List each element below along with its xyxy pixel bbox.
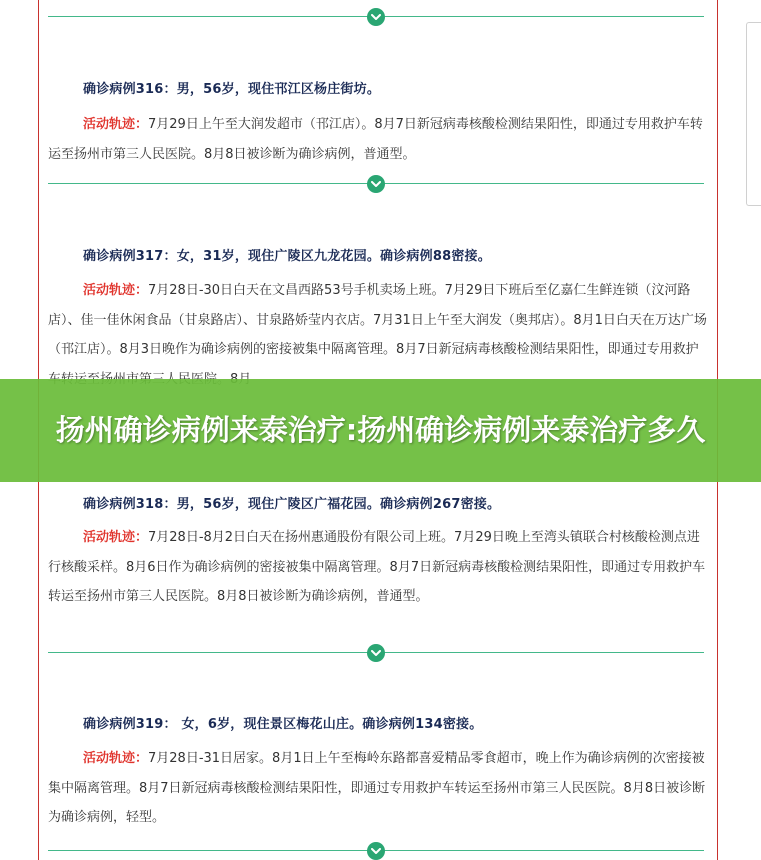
section-divider: [48, 842, 704, 860]
case-body: [48, 744, 708, 833]
case-body: [48, 110, 708, 169]
chevron-down-icon: [367, 175, 385, 193]
chevron-down-icon: [367, 8, 385, 26]
case-title: 确诊病例316：男，56岁，现住邗江区杨庄街坊。: [83, 82, 381, 97]
activity-text: 7月28日-8月2日白天在扬州惠通股份有限公司上班。7月29日晚上至湾头镇联合村核酸检测点进行核酸采样。8月6日作为确诊病例的密接被集中隔离管理。8月7日新冠病毒核酸检测结果阳性，即通过专用救护车转运至扬州市第三人民医院。8月8日被诊断为确诊病例，普通型。: [48, 530, 706, 604]
case-body: [48, 276, 708, 394]
chevron-down-icon: [367, 644, 385, 662]
headline-banner: [0, 379, 761, 482]
activity-label: 活动轨迹：: [83, 283, 149, 298]
activity-label: 活动轨迹：: [83, 117, 149, 132]
activity-text: 7月28日-30日白天在文昌西路53号手机卖场上班。7月29日下班后至亿嘉仁生鲜连锁（汶河路店）、佳一佳休闲食品（甘泉路店）、甘泉路娇莹内衣店。7月31日上午至大润发（奥邦店）。8月1日白天在万达广场（邗江店）。8月3日晚作为确诊病例的密接被集中隔离管理。8月7日新冠病毒核酸检测结果阳性，即通过专用救护: [48, 283, 707, 357]
side-scroll-panel[interactable]: [746, 22, 761, 206]
activity-label: 活动轨迹：: [83, 530, 149, 545]
headline-title: 扬州确诊病例来泰治疗:扬州确诊病例来泰治疗多久: [55, 413, 706, 447]
activity-text: 7月28日-31日居家。8月1日上午至梅岭东路都喜爱精品零食超市，晚上作为确诊病例的次密接被集中隔离管理。8月7日新冠病毒核酸检测结果阳性，即通过专用救护车转运至扬州市第三人民医院。8月8日被诊断为确诊病例，轻型。: [48, 751, 706, 825]
chevron-down-icon: [367, 842, 385, 860]
section-divider: [48, 644, 704, 662]
section-divider: [48, 8, 704, 26]
section-divider: [48, 175, 704, 193]
activity-text: 7月29日上午至大润发超市（邗江店）。8月7日新冠病毒核酸检测结果阳性，即通过专用救护车转运至扬州市第三人民医院。8月8日被诊断为确诊病例，普通型。: [48, 117, 703, 162]
case-title: 确诊病例318：男，56岁，现住广陵区广福花园。确诊病例267密接。: [83, 497, 501, 512]
case-body: [48, 523, 708, 612]
case-title: 确诊病例317：女，31岁，现住广陵区九龙花园。确诊病例88密接。: [83, 249, 491, 264]
activity-label: 活动轨迹：: [83, 751, 149, 766]
case-title: 确诊病例319： 女，6岁，现住景区梅花山庄。确诊病例134密接。: [83, 717, 483, 732]
